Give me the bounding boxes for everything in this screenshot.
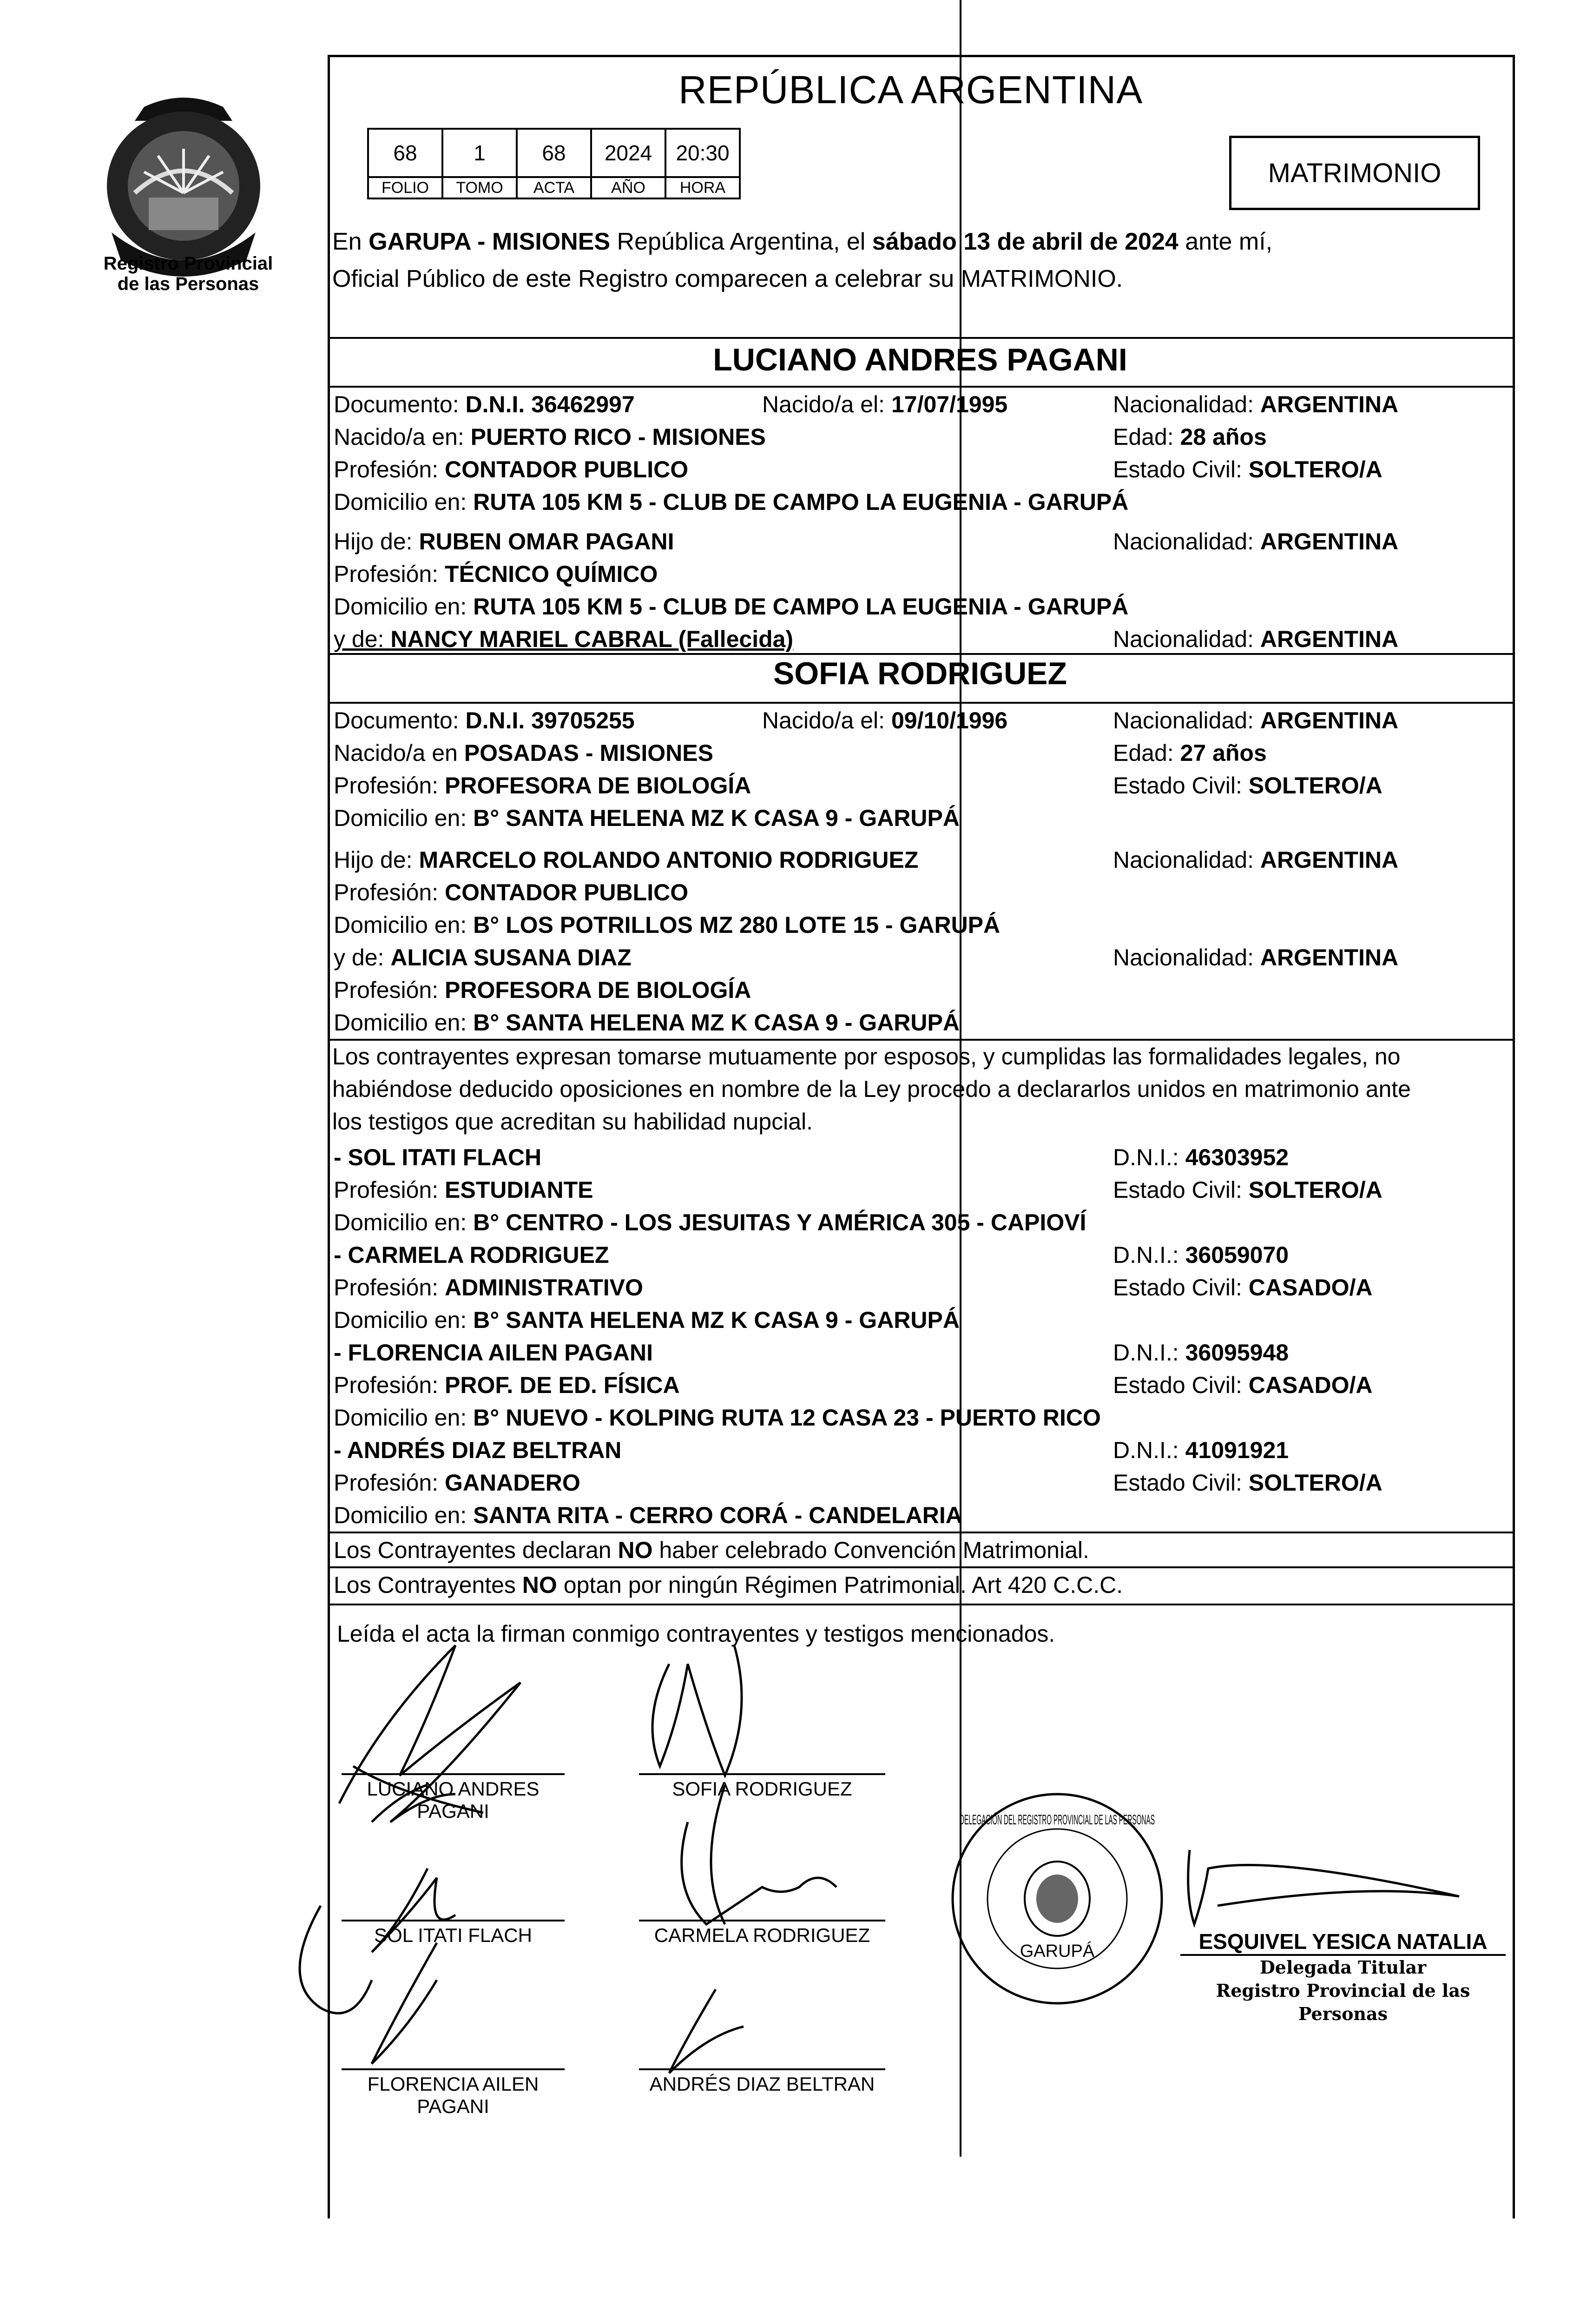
acta-label: ACTA (517, 177, 591, 198)
c2-nationality: Nacionalidad: ARGENTINA (1113, 707, 1399, 733)
c1-nationality: Nacionalidad: ARGENTINA (1113, 391, 1399, 417)
witness3-civil: Estado Civil: CASADO/A (1113, 1372, 1373, 1398)
c2-document: Documento: D.N.I. 39705255 (334, 707, 635, 733)
c1-father: Hijo de: RUBEN OMAR PAGANI (334, 528, 674, 555)
tomo-label: TOMO (442, 177, 517, 198)
witness2-address: Domicilio en: B° SANTA HELENA MZ K CASA 9 - GARUPÁ (334, 1307, 960, 1333)
c2-mother-address: Domicilio en: B° SANTA HELENA MZ K CASA 9 - GARUPÁ (334, 1010, 960, 1036)
c1-mother-nationality: Nacionalidad: ARGENTINA (1113, 626, 1399, 652)
witness1-name: - SOL ITATI FLACH (334, 1144, 542, 1170)
sig6-name: ANDRÉS DIAZ BELTRAN (649, 2073, 875, 2095)
witness4-address: Domicilio en: SANTA RITA - CERRO CORÁ - CANDELARIA (334, 1502, 962, 1528)
sig2-name: SOFIA RODRIGUEZ (672, 1778, 852, 1800)
witness4-dni: D.N.I.: 41091921 (1113, 1437, 1289, 1463)
hora-value: 20:30 (665, 129, 740, 177)
anio-value: 2024 (591, 129, 665, 177)
folio-value: 68 (368, 129, 442, 177)
sig4-name: CARMELA RODRIGUEZ (654, 1924, 870, 1946)
c2-mother-profession: Profesión: PROFESORA DE BIOLOGÍA (334, 977, 751, 1003)
officer-block (1180, 1929, 1506, 2026)
witness4-name: - ANDRÉS DIAZ BELTRAN (334, 1437, 622, 1463)
c2-father-nationality: Nacionalidad: ARGENTINA (1113, 847, 1399, 873)
c2-profession: Profesión: PROFESORA DE BIOLOGÍA (334, 772, 751, 799)
c1-address: Domicilio en: RUTA 105 KM 5 - CLUB DE CAMPO LA EUGENIA - GARUPÁ (334, 489, 1129, 515)
witness3-profession: Profesión: PROF. DE ED. FÍSICA (334, 1372, 680, 1398)
acta-value: 68 (517, 129, 591, 177)
contrayente1-name: LUCIANO ANDRES PAGANI (713, 342, 1127, 377)
c1-birthdate: Nacido/a el: 17/07/1995 (762, 391, 1008, 417)
witness2-civil: Estado Civil: CASADO/A (1113, 1274, 1373, 1301)
c2-birthplace: Nacido/a en POSADAS - MISIONES (334, 740, 713, 766)
c2-mother-nationality: Nacionalidad: ARGENTINA (1113, 944, 1399, 971)
c1-father-address: Domicilio en: RUTA 105 KM 5 - CLUB DE CAMPO LA EUGENIA - GARUPÁ (334, 594, 1129, 620)
c2-mother: y de: ALICIA SUSANA DIAZ (334, 944, 632, 971)
witness3-name: - FLORENCIA AILEN PAGANI (334, 1340, 653, 1366)
convention-note: Los Contrayentes declaran NO haber celebrado Convención Matrimonial. (334, 1537, 1089, 1563)
witness2-profession: Profesión: ADMINISTRATIVO (334, 1274, 643, 1301)
c2-address: Domicilio en: B° SANTA HELENA MZ K CASA 9 - GARUPÁ (334, 805, 960, 831)
sig3-name: SOL ITATI FLACH (374, 1924, 532, 1946)
divider (328, 1532, 1513, 1533)
witness1-profession: Profesión: ESTUDIANTE (334, 1177, 593, 1203)
declaration-text: Los contrayentes expresan tomarse mutuamente por esposos, y cumplidas las formalidades legales, no habiéndose deducido oposiciones en nombre de la Ley procedo a declararlos unidos en matrimonio ante los testigos que acreditan su habilidad nupcial. (332, 1043, 1411, 1135)
c2-father: Hijo de: MARCELO ROLANDO ANTONIO RODRIGUEZ (334, 847, 919, 873)
c2-civil-status: Estado Civil: SOLTERO/A (1113, 772, 1382, 799)
witness1-dni: D.N.I.: 46303952 (1113, 1144, 1289, 1170)
contrayente2-name: SOFIA RODRIGUEZ (773, 656, 1067, 691)
witness2-dni: D.N.I.: 36059070 (1113, 1242, 1289, 1268)
c1-father-nationality: Nacionalidad: ARGENTINA (1113, 528, 1399, 555)
divider (328, 653, 1513, 655)
c1-mother: y de: NANCY MARIEL CABRAL (Fallecida) (334, 626, 794, 652)
stamp-text: DELEGACIÓN DEL REGISTRO PROVINCIAL DE LAS PERSONAS (960, 1812, 1155, 1828)
witness1-civil: Estado Civil: SOLTERO/A (1113, 1177, 1382, 1203)
witness1-address: Domicilio en: B° CENTRO - LOS JESUITAS Y AMÉRICA 305 - CAPIOVÍ (334, 1209, 1086, 1235)
act-type-box: MATRIMONIO (1229, 136, 1480, 210)
regime-note: Los Contrayentes NO optan por ningún Régimen Patrimonial. Art 420 C.C.C. (334, 1572, 1123, 1598)
sig5-name: FLORENCIA AILEN PAGANI (367, 2073, 539, 2117)
folio-label: FOLIO (368, 177, 442, 198)
witness4-civil: Estado Civil: SOLTERO/A (1113, 1470, 1382, 1496)
c1-birthplace: Nacido/a en: PUERTO RICO - MISIONES (334, 424, 766, 450)
c1-document: Documento: D.N.I. 36462997 (334, 391, 635, 417)
c1-age: Edad: 28 años (1113, 424, 1267, 450)
c2-father-address: Domicilio en: B° LOS POTRILLOS MZ 280 LOTE 15 - GARUPÁ (334, 912, 1001, 938)
c2-age: Edad: 27 años (1113, 740, 1267, 766)
officer-title: Delegada Titular (1259, 1957, 1427, 1978)
hora-label: HORA (665, 177, 740, 198)
divider (328, 1604, 1513, 1605)
handwritten-signatures (260, 1627, 957, 2138)
registry-table (367, 128, 741, 199)
stamp-place: GARUPÁ (1020, 1941, 1095, 1961)
anio-label: AÑO (591, 177, 665, 198)
sig1-name: LUCIANO ANDRES PAGANI (367, 1778, 540, 1822)
divider (328, 386, 1513, 388)
c1-father-profession: Profesión: TÉCNICO QUÍMICO (334, 561, 658, 587)
logo-caption: Registro Provincial de las Personas (103, 253, 273, 294)
registry-stamp (948, 1789, 1166, 2008)
witness2-name: - CARMELA RODRIGUEZ (334, 1242, 609, 1268)
c2-birthdate: Nacido/a el: 09/10/1996 (762, 707, 1008, 733)
c1-civil-status: Estado Civil: SOLTERO/A (1113, 456, 1382, 482)
signatures-intro: Leída el acta la firman conmigo contrayentes y testigos mencionados. (337, 1621, 1055, 1647)
c2-father-profession: Profesión: CONTADOR PUBLICO (334, 879, 689, 905)
tomo-value: 1 (442, 129, 517, 177)
page-title: REPÚBLICA ARGENTINA (678, 68, 1143, 112)
witness4-profession: Profesión: GANADERO (334, 1470, 580, 1496)
intro-text: En GARUPA - MISIONES República Argentina, el sábado 13 de abril de 2024 ante mí, Oficial Público de este Registro comparecen a celebrar su MATRIMONIO. (332, 228, 1273, 292)
officer-name: ESQUIVEL YESICA NATALIA (1180, 1929, 1506, 1956)
divider (328, 1566, 1513, 1568)
divider (328, 337, 1513, 339)
c1-profession: Profesión: CONTADOR PUBLICO (334, 456, 689, 482)
officer-org: Registro Provincial de las Personas (1216, 1980, 1470, 2024)
divider (328, 702, 1513, 704)
witness3-dni: D.N.I.: 36095948 (1113, 1340, 1289, 1366)
officer-signature-stroke (1180, 1841, 1506, 1934)
witness3-address: Domicilio en: B° NUEVO - KOLPING RUTA 12 CASA 23 - PUERTO RICO (334, 1405, 1101, 1431)
